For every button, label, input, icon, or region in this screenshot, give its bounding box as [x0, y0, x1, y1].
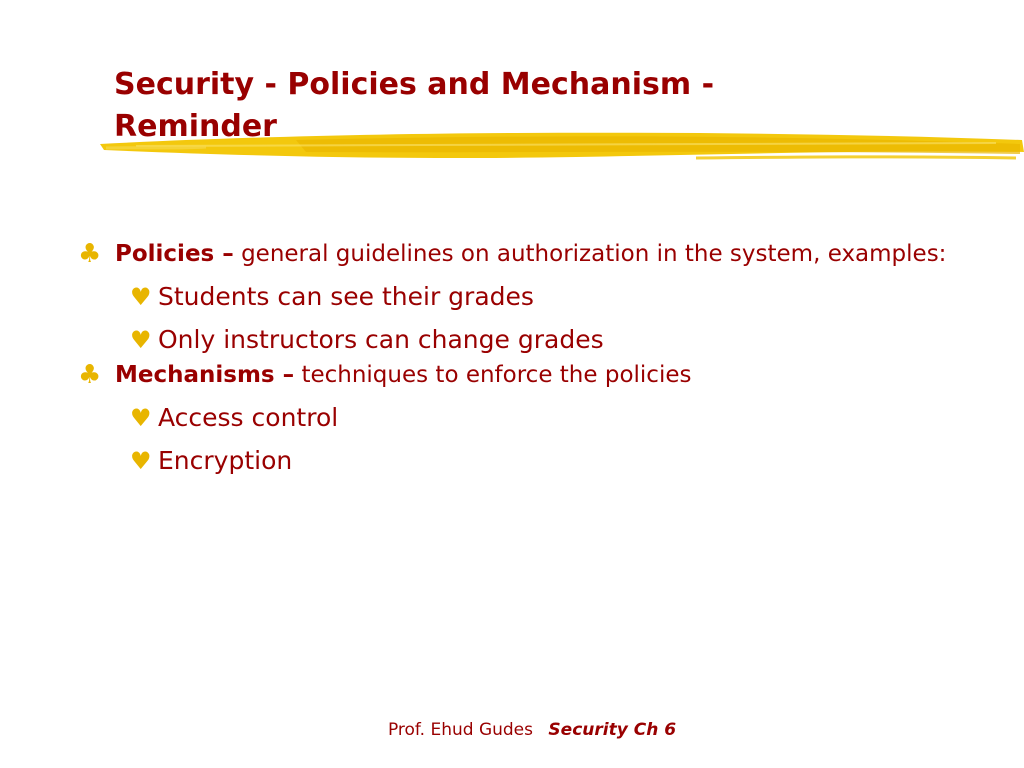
club-bullet-icon: ♣: [78, 239, 102, 269]
sub-bullet-access-control: [78, 401, 978, 435]
slide-title: Security - Policies and Mechanism - Reminder: [114, 67, 715, 144]
mechanisms-description: techniques to enforce the policies: [301, 362, 692, 388]
slide-footer: [0, 720, 1024, 740]
sub-bullet-text: Encryption: [158, 446, 293, 475]
sub-bullet-text: Students can see their grades: [158, 282, 534, 311]
bullet-list: [78, 238, 978, 478]
footer-course: Security Ch 6: [548, 720, 677, 740]
policies-description: general guidelines on authorization in the system, examples:: [241, 241, 947, 267]
term-mechanisms: Mechanisms –: [115, 362, 295, 388]
sub-bullet-text: Access control: [158, 403, 339, 432]
heart-bullet-icon: ♥: [130, 326, 152, 354]
footer-author: Prof. Ehud Gudes: [387, 720, 534, 740]
heart-bullet-icon: ♥: [130, 447, 152, 475]
bullet-policies: [78, 238, 978, 271]
bullet-mechanisms: [78, 359, 978, 392]
sub-bullet-text: Only instructors can change grades: [158, 325, 604, 354]
sub-bullet-instructors-grades: [78, 323, 978, 357]
club-bullet-icon: ♣: [78, 360, 102, 390]
heart-bullet-icon: ♥: [130, 404, 152, 432]
sub-bullet-encryption: [78, 444, 978, 478]
term-policies: Policies –: [115, 241, 234, 267]
sub-bullet-students-grades: [78, 280, 978, 314]
heart-bullet-icon: ♥: [130, 283, 152, 311]
